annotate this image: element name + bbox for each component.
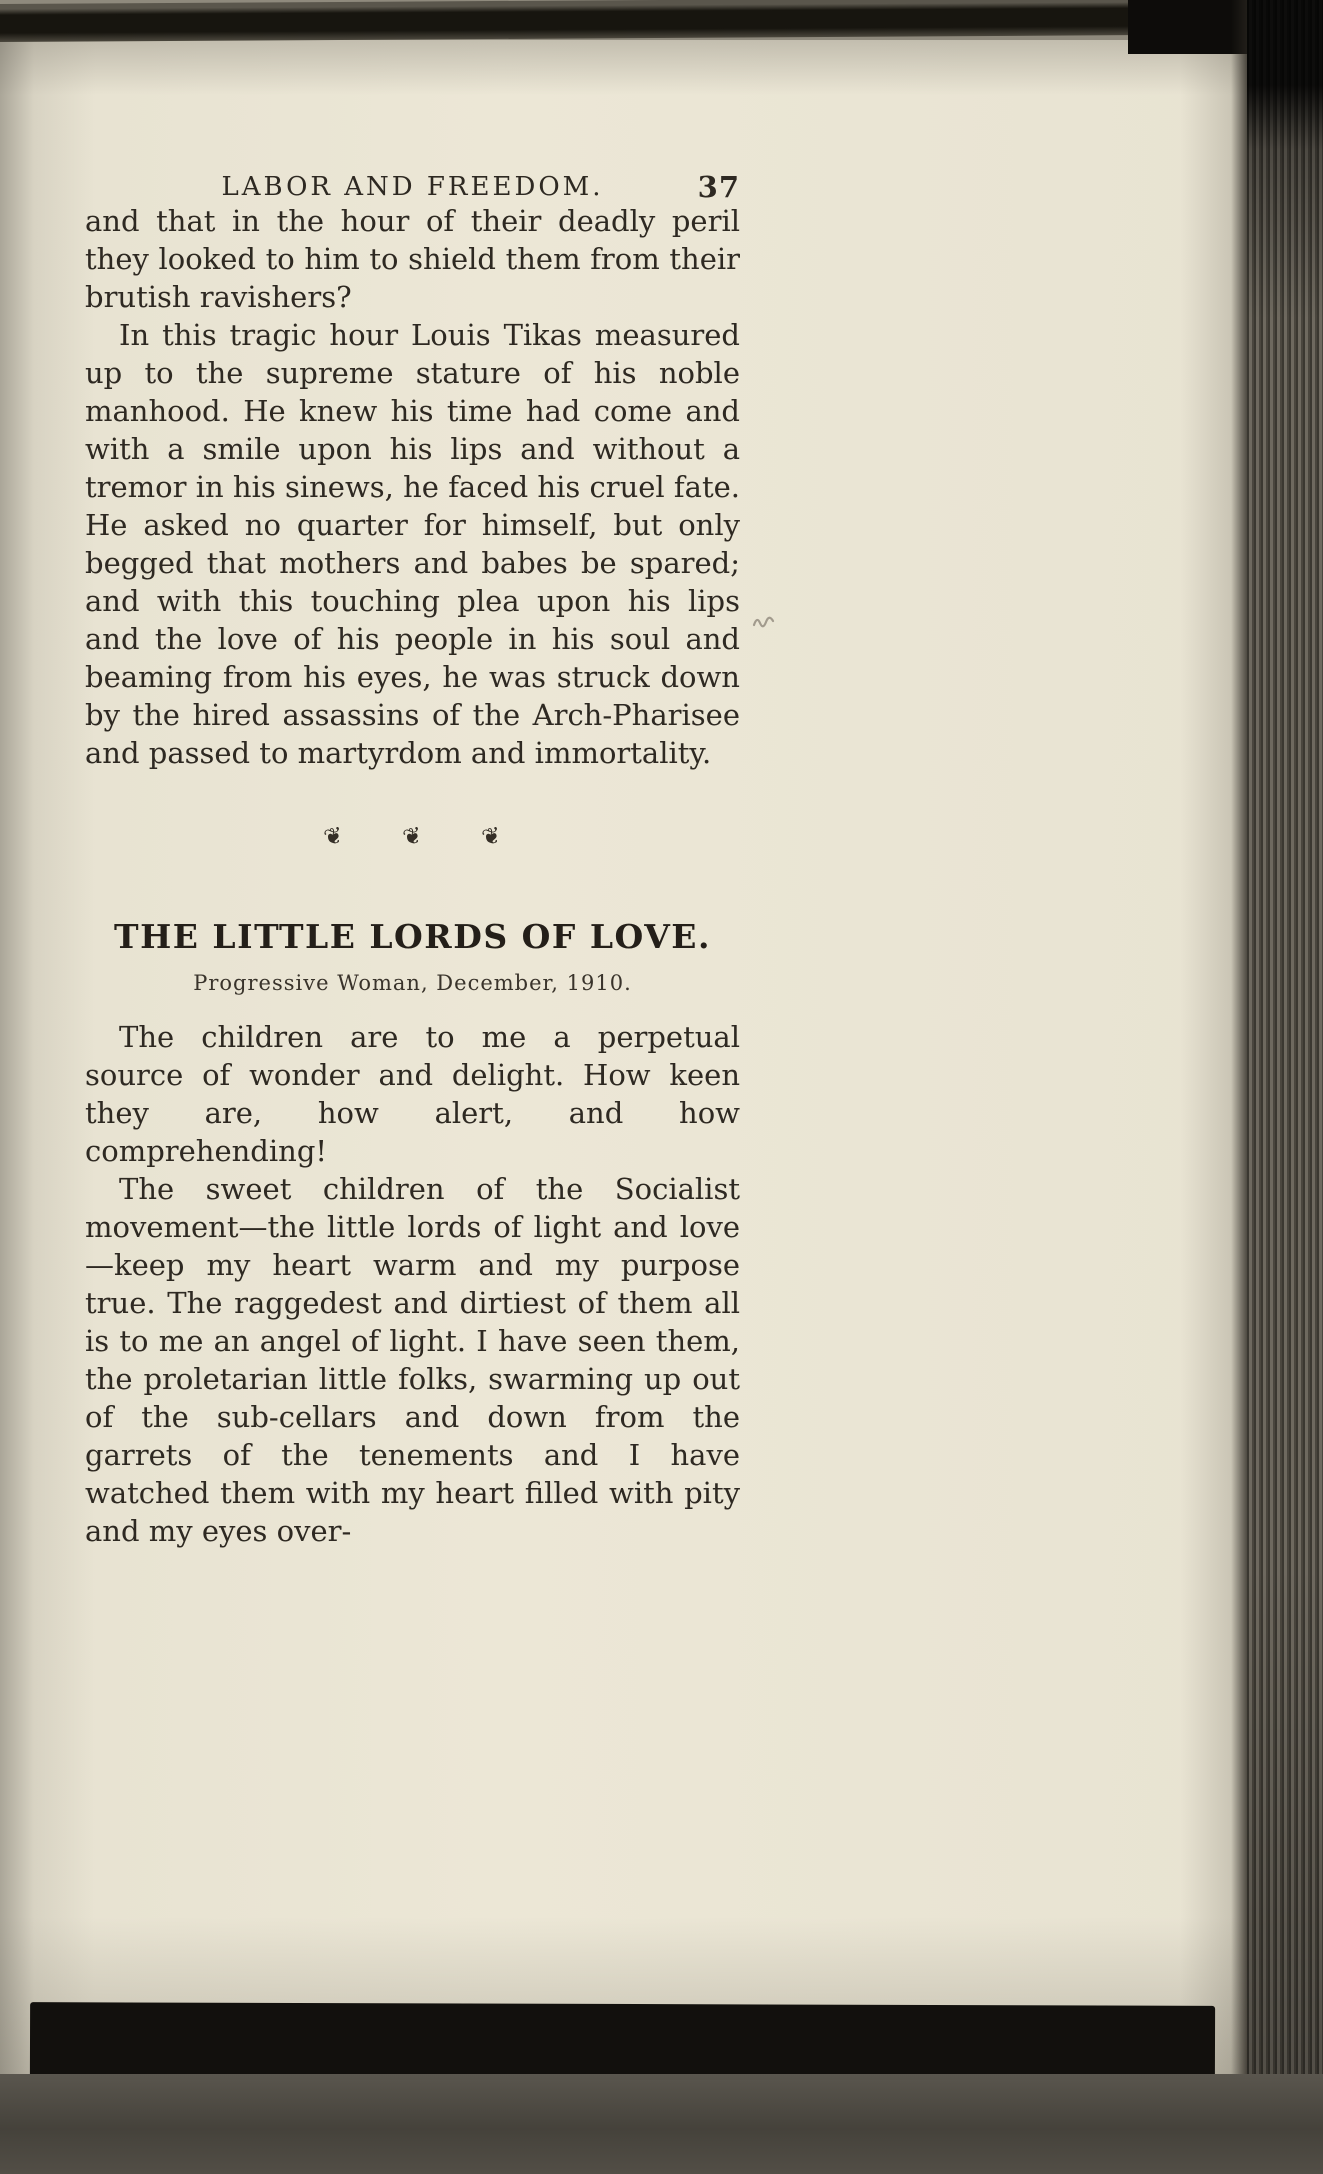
paragraph-continuation: and that in the hour of their deadly peril they looked to him to shield them from their brutish ravishers? xyxy=(85,204,740,314)
pencil-mark-icon xyxy=(752,614,776,634)
article-source-line: Progressive Woman, December, 1910. xyxy=(193,971,632,995)
scan-bottom-edge xyxy=(30,2002,1215,2084)
page-header xyxy=(85,172,740,202)
section-divider xyxy=(85,818,740,856)
paragraph: The children are to me a perpetual source of wonder and delight. How keen they are, how alert, and how comprehending! xyxy=(85,1020,740,1168)
scan-bottom-background xyxy=(0,2074,1323,2174)
scan-top-edge xyxy=(0,0,1323,42)
paragraph: The sweet children of the Socialist movement—the little lords of light and love—keep my heart warm and my purpose true. The raggedest and dirtiest of them all is to me an angel of light. I have seen them, the proletarian little folks, swarming up out of the sub-cellars and down from the garrets of the tenements and I have watched them with my heart filled with pity and my eyes over- xyxy=(85,1172,740,1548)
page-body xyxy=(85,202,740,1550)
paragraph: In this tragic hour Louis Tikas measured up to the supreme stature of his noble manhood. He knew his time had come and with a smile upon his lips and without a tremor in his sinews, he faced his cruel fate. He asked no quarter for himself, but only begged that mothers and babes be spared; and with this touching plea upon his lips and the love of his people in his soul and beaming from his eyes, he was struck down by the hired assassins of the Arch-Pharisee and passed to martyrdom and immortality. xyxy=(85,318,740,770)
fleuron-icon: ❦ xyxy=(400,822,425,852)
fleuron-icon: ❦ xyxy=(321,822,346,852)
running-title: LABOR AND FREEDOM. xyxy=(221,172,604,202)
article-body xyxy=(85,1018,740,1550)
fleuron-icon: ❦ xyxy=(479,822,504,852)
book-fore-edge xyxy=(1247,0,1323,2174)
article-title: THE LITTLE LORDS OF LOVE. xyxy=(114,917,711,956)
paper-page xyxy=(0,40,1250,2080)
page-number: 37 xyxy=(697,170,740,204)
